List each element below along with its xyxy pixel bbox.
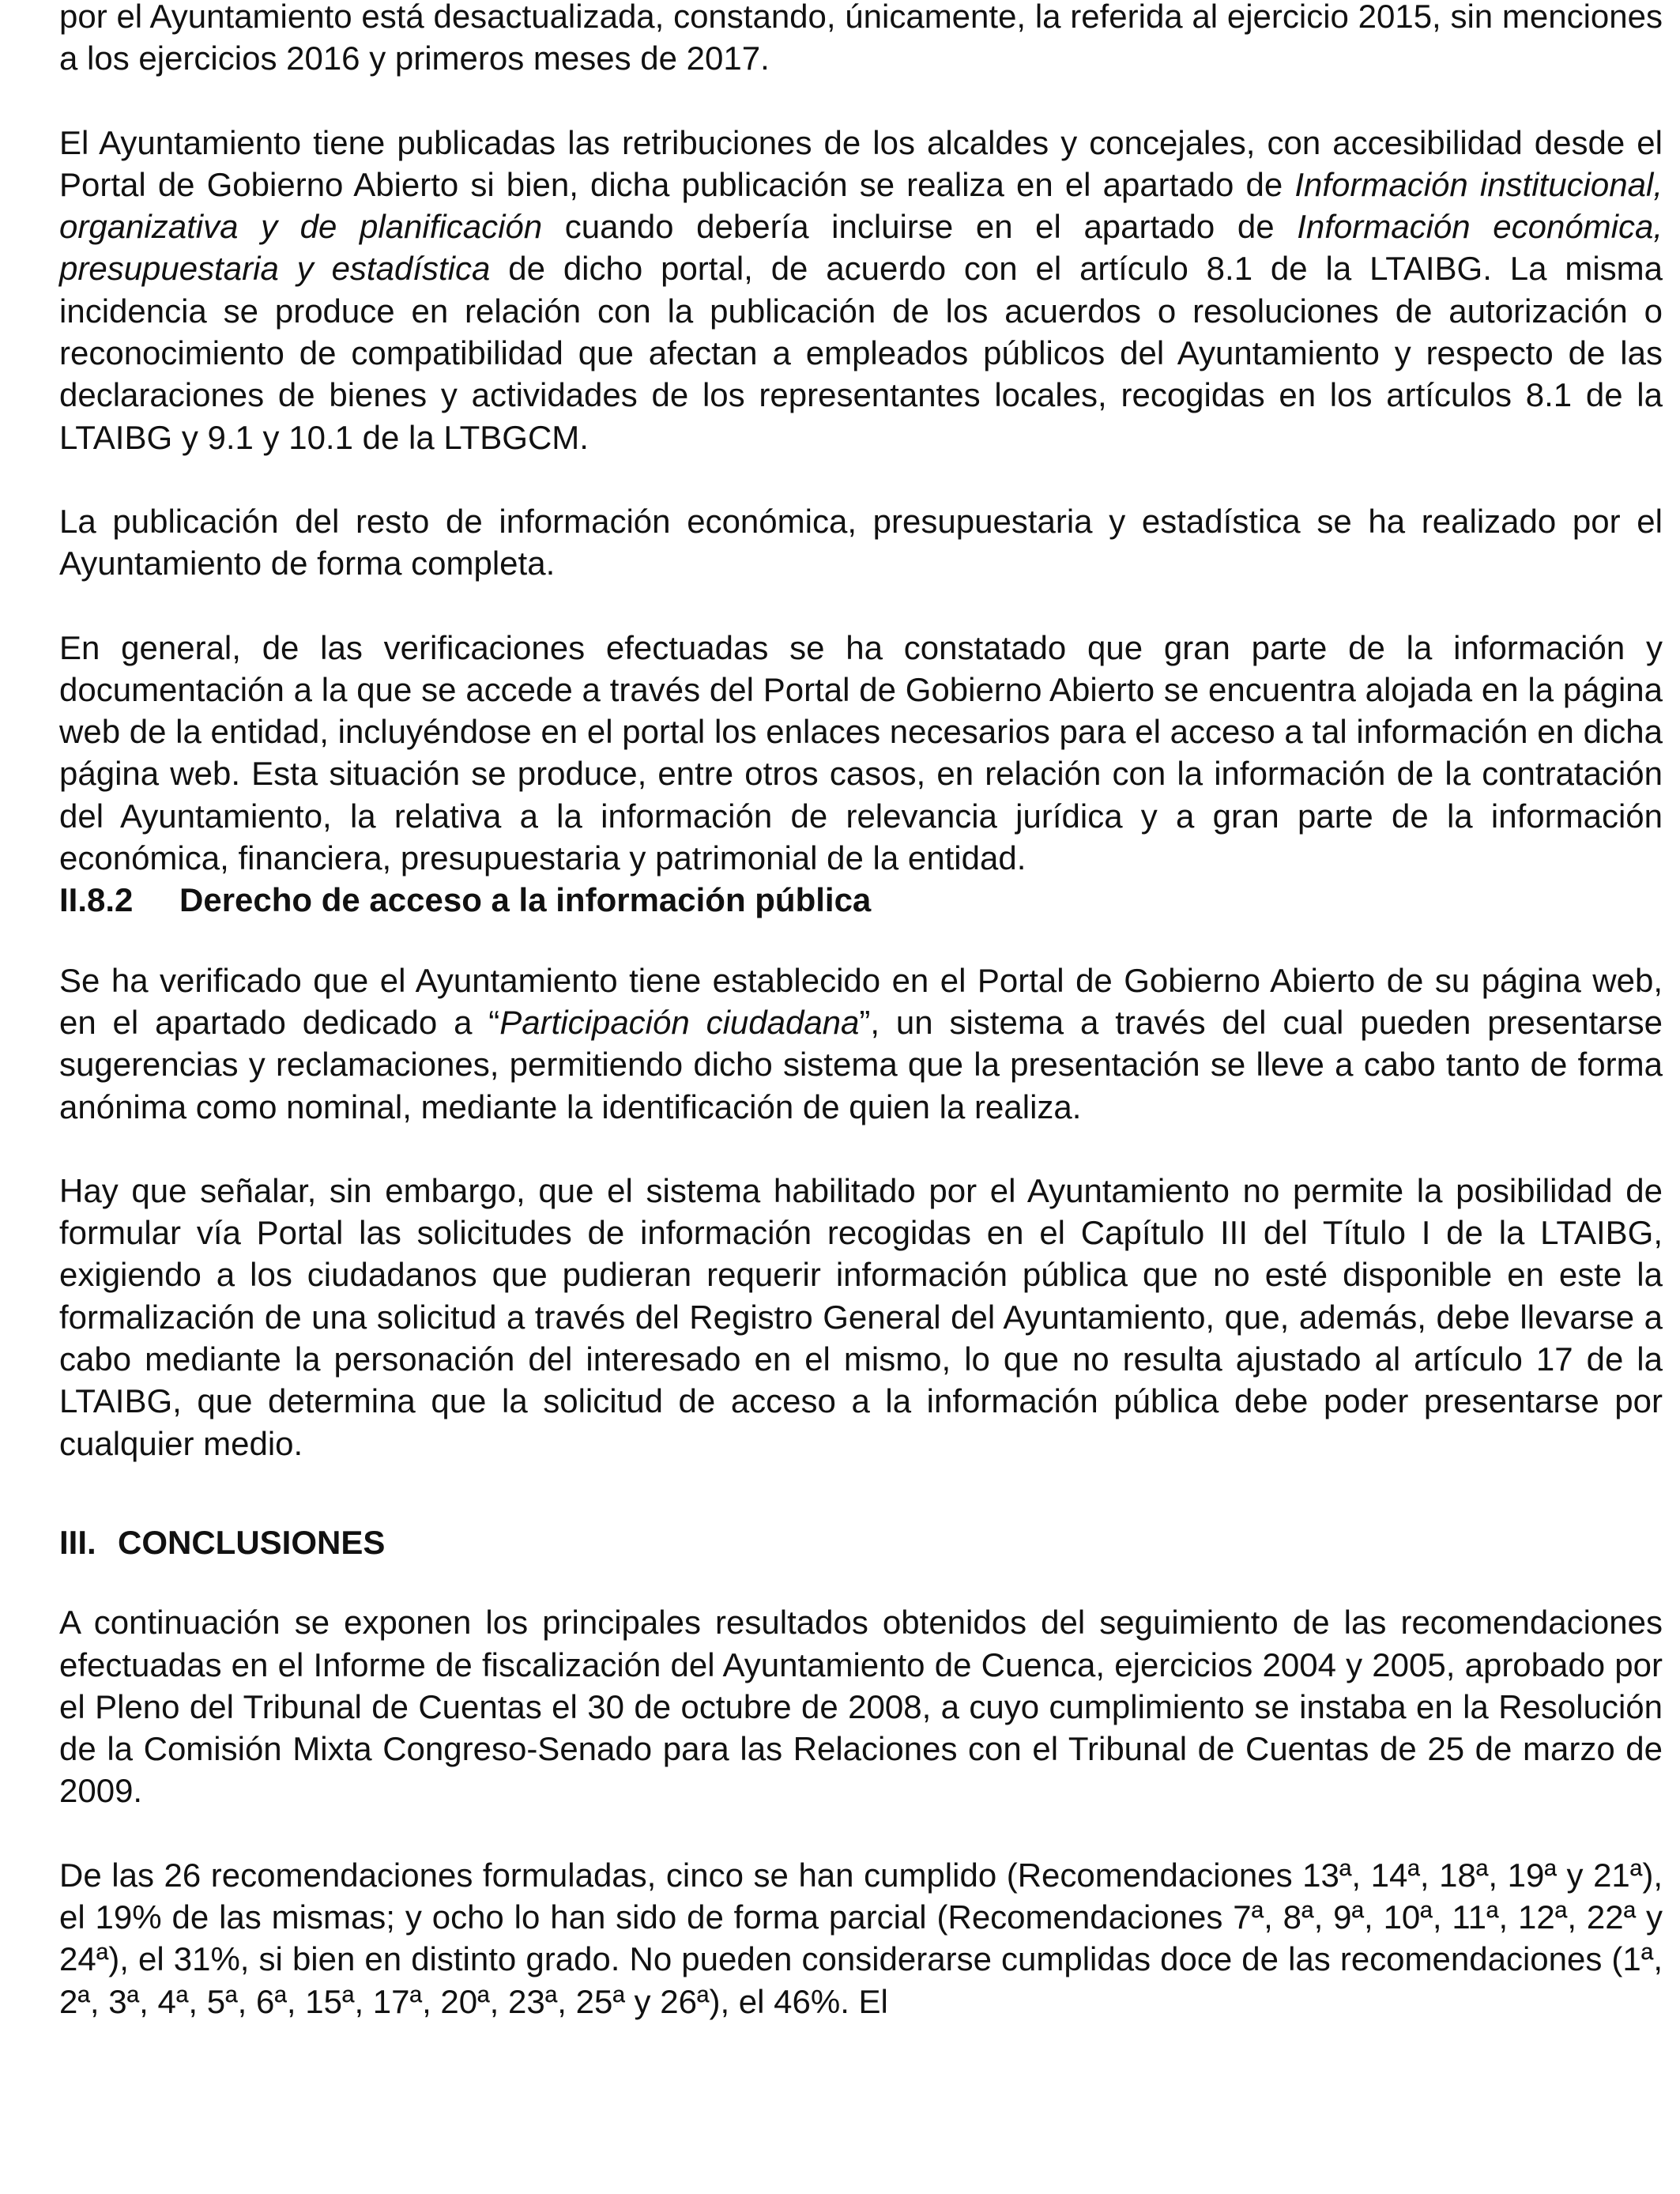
paragraph-retribuciones xyxy=(59,122,1663,458)
paragraph-italic-section-name: Participación ciudadana xyxy=(499,1003,860,1041)
section-title: Derecho de acceso a la información pública xyxy=(179,881,872,919)
paragraph-text: El Ayuntamiento tiene publicadas las retribuciones de los alcaldes y concejales, con accesibilidad desde el Portal de Gobierno Abierto si bien, dicha publicación se realiza en el apartado de xyxy=(59,123,1663,203)
paragraph-recomendaciones: De las 26 recomendaciones formuladas, cinco se han cumplido (Recomendaciones 13ª, 14ª, 18ª, 19ª y 21ª), el 19% de las mismas; y ocho lo han sido de forma parcial (Recomendaciones 7ª, 8ª, 9ª, 10ª, 11ª, 12ª, 22ª y 24ª), el 31%, si bien en distinto grado. No pueden considerarse cumplidas doce de las recomendaciones (1ª, 2ª, 3ª, 4ª, 5ª, 6ª, 15ª, 17ª, 20ª, 23ª, 25ª y 26ª), el 46%. El xyxy=(59,1856,1663,2020)
paragraph-continuacion: A continuación se exponen los principales resultados obtenidos del seguimiento de las recomendaciones efectuadas en el Informe de fiscalización del Ayuntamiento de Cuenca, ejercicios 2004 y 2005, aprobado por el Pleno del Tribunal de Cuentas el 30 de octubre de 2008, a cuyo cumplimiento se instaba en la Resolución de la Comisión Mixta Congreso-Senado para las Relaciones con el Tribunal de Cuentas de 25 de marzo de 2009. xyxy=(59,1604,1663,1810)
paragraph-participacion xyxy=(59,959,1663,1128)
section-number: II.8.2 xyxy=(59,881,134,919)
paragraph-publication-outdated: por el Ayuntamiento está desactualizada, constando, únicamente, la referida al ejercicio 2015, sin menciones a los ejercicios 2016 y primeros meses de 2017. xyxy=(59,0,1663,77)
paragraph-solicitudes: Hay que señalar, sin embargo, que el sistema habilitado por el Ayuntamiento no permite la posibilidad de formular vía Portal las solicitudes de información recogidas en el Capítulo III del Título I de la LTAIBG, exigiendo a los ciudadanos que pudieran requerir información pública que no esté disponible en este la formalización de una solicitud a través del Registro General del Ayuntamiento, que, además, debe llevarse a cabo mediante la personación del interesado en el mismo, lo que no resulta ajustado al artículo 17 de la LTAIBG, que determina que la solicitud de acceso a la información pública debe poder presentarse por cualquier medio. xyxy=(59,1171,1663,1462)
paragraph-text: de dicho portal, de acuerdo con el artículo 8.1 de la LTAIBG. La misma incidencia se produce en relación con la publicación de los acuerdos o resoluciones de autorización o reconocimiento de compatibilidad que afectan a empleados públicos del Ayuntamiento y respecto de las declaraciones de bienes y actividades de los representantes locales, recogidas en los artículos 8.1 de la LTAIBG y 9.1 y 10.1 de la LTBGCM. xyxy=(59,250,1663,456)
paragraph-text: cuando debería incluirse en el apartado de xyxy=(542,208,1298,246)
paragraph-resto-informacion: La publicación del resto de información económica, presupuestaria y estadística se ha realizado por el Ayuntamiento de forma completa. xyxy=(59,502,1663,582)
paragraph-italic-section-name: Información económica, presupuestaria y estadística xyxy=(59,208,1663,288)
paragraph-text: Se ha verificado que el Ayuntamiento tiene establecido en el Portal de Gobierno Abierto de su página web, en el apartado dedicado a “ xyxy=(59,961,1663,1041)
section-number: III. xyxy=(59,1523,96,1561)
paragraph-text: ”, un sistema a través del cual pueden presentarse sugerencias y reclamaciones, permitiendo dicho sistema que la presentación se lleve a cabo tanto de forma anónima como nominal, mediante la identificación de quien la realiza. xyxy=(59,1003,1663,1125)
section-heading-derecho-acceso xyxy=(59,879,1663,921)
paragraph-verificaciones: En general, de las verificaciones efectuadas se ha constatado que gran parte de la información y documentación a la que se accede a través del Portal de Gobierno Abierto se encuentra alojada en la página web de la entidad, incluyéndose en el portal los enlaces necesarios para el acceso a tal información en dicha página web. Esta situación se produce, entre otros casos, en relación con la información de la contratación del Ayuntamiento, la relativa a la información de relevancia jurídica y a gran parte de la información económica, financiera, presupuestaria y patrimonial de la entidad. xyxy=(59,628,1663,877)
section-heading-conclusiones xyxy=(59,1521,1663,1563)
paragraph-italic-section-name: Información institucional, organizativa y de planificación xyxy=(59,165,1663,246)
section-title: CONCLUSIONES xyxy=(118,1523,386,1561)
